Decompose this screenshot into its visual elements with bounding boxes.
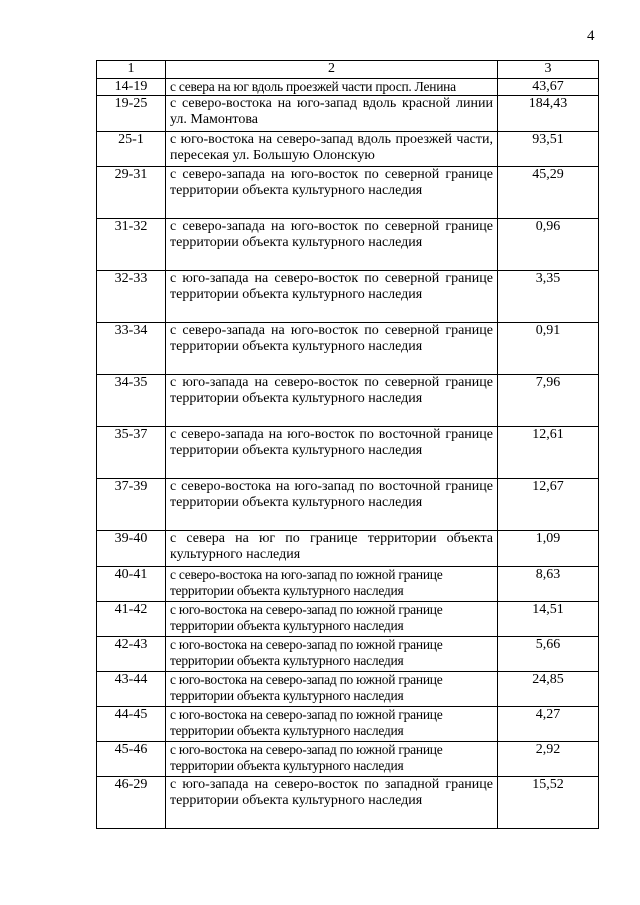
header-cell-1: 1: [97, 61, 166, 79]
length-cell: 4,27: [498, 707, 599, 742]
description-cell: с юго-востока на северо-запад по южной границе территории объекта культурного наследия: [166, 672, 498, 707]
description-cell: с юго-востока на северо-запад по южной границе территории объекта культурного наследия: [166, 637, 498, 672]
length-cell: 2,92: [498, 742, 599, 777]
length-cell: 43,67: [498, 79, 599, 96]
segment-cell: 43-44: [97, 672, 166, 707]
description-cell: с юго-востока на северо-запад по южной границе территории объекта культурного наследия: [166, 707, 498, 742]
segment-cell: 42-43: [97, 637, 166, 672]
table-row: [97, 742, 599, 777]
table-row: [97, 96, 599, 132]
table-row: [97, 637, 599, 672]
table-row: [97, 479, 599, 531]
description-cell: с юго-востока на северо-запад по южной границе территории объекта культурного наследия: [166, 602, 498, 637]
length-cell: 0,91: [498, 323, 599, 375]
segment-cell: 35-37: [97, 427, 166, 479]
segment-cell: 40-41: [97, 567, 166, 602]
segment-cell: 33-34: [97, 323, 166, 375]
length-cell: 0,96: [498, 219, 599, 271]
description-cell: с северо-востока на юго-запад по восточной границе территории объекта культурного наследия: [166, 479, 498, 531]
page-number: 4: [587, 28, 595, 44]
segment-cell: 44-45: [97, 707, 166, 742]
segment-cell: 25-1: [97, 132, 166, 167]
length-cell: 45,29: [498, 167, 599, 219]
description-cell: с северо-востока на юго-запад вдоль красной линии ул. Мамонтова: [166, 96, 498, 132]
table-row: [97, 375, 599, 427]
description-cell: с северо-запада на юго-восток по северной границе территории объекта культурного наследия: [166, 167, 498, 219]
description-cell: с юго-запада на северо-восток по западной границе территории объекта культурного наследия: [166, 777, 498, 829]
length-cell: 24,85: [498, 672, 599, 707]
table-row: [97, 271, 599, 323]
table-row: [97, 672, 599, 707]
description-cell: с юго-востока на северо-запад вдоль проезжей части, пересекая ул. Большую Олонскую: [166, 132, 498, 167]
table-row: [97, 427, 599, 479]
table-row: [97, 132, 599, 167]
description-cell: с юго-запада на северо-восток по северной границе территории объекта культурного наследия: [166, 271, 498, 323]
segment-cell: 37-39: [97, 479, 166, 531]
length-cell: 12,67: [498, 479, 599, 531]
table-header-row: [97, 61, 599, 79]
length-cell: 15,52: [498, 777, 599, 829]
table-row: [97, 79, 599, 96]
table-row: [97, 567, 599, 602]
table-row: [97, 219, 599, 271]
description-cell: с юго-запада на северо-восток по северной границе территории объекта культурного наследия: [166, 375, 498, 427]
description-cell: с северо-запада на юго-восток по северной границе территории объекта культурного наследия: [166, 219, 498, 271]
boundary-table: [96, 60, 599, 829]
description-cell: с севера на юг вдоль проезжей части просп. Ленина: [166, 79, 498, 96]
table-row: [97, 707, 599, 742]
segment-cell: 29-31: [97, 167, 166, 219]
segment-cell: 46-29: [97, 777, 166, 829]
table-row: [97, 531, 599, 567]
description-cell: с северо-востока на юго-запад по южной границе территории объекта культурного наследия: [166, 567, 498, 602]
segment-cell: 14-19: [97, 79, 166, 96]
segment-cell: 31-32: [97, 219, 166, 271]
description-cell: с юго-востока на северо-запад по южной границе территории объекта культурного наследия: [166, 742, 498, 777]
table-row: [97, 323, 599, 375]
length-cell: 184,43: [498, 96, 599, 132]
segment-cell: 32-33: [97, 271, 166, 323]
segment-cell: 45-46: [97, 742, 166, 777]
segment-cell: 34-35: [97, 375, 166, 427]
length-cell: 14,51: [498, 602, 599, 637]
length-cell: 1,09: [498, 531, 599, 567]
header-cell-2: 2: [166, 61, 498, 79]
table-row: [97, 167, 599, 219]
description-cell: с севера на юг по границе территории объекта культурного наследия: [166, 531, 498, 567]
length-cell: 3,35: [498, 271, 599, 323]
header-cell-3: 3: [498, 61, 599, 79]
segment-cell: 19-25: [97, 96, 166, 132]
segment-cell: 39-40: [97, 531, 166, 567]
length-cell: 5,66: [498, 637, 599, 672]
description-cell: с северо-запада на юго-восток по северной границе территории объекта культурного наследия: [166, 323, 498, 375]
table-row: [97, 602, 599, 637]
table-row: [97, 777, 599, 829]
length-cell: 8,63: [498, 567, 599, 602]
length-cell: 12,61: [498, 427, 599, 479]
length-cell: 7,96: [498, 375, 599, 427]
length-cell: 93,51: [498, 132, 599, 167]
segment-cell: 41-42: [97, 602, 166, 637]
description-cell: с северо-запада на юго-восток по восточной границе территории объекта культурного наследия: [166, 427, 498, 479]
